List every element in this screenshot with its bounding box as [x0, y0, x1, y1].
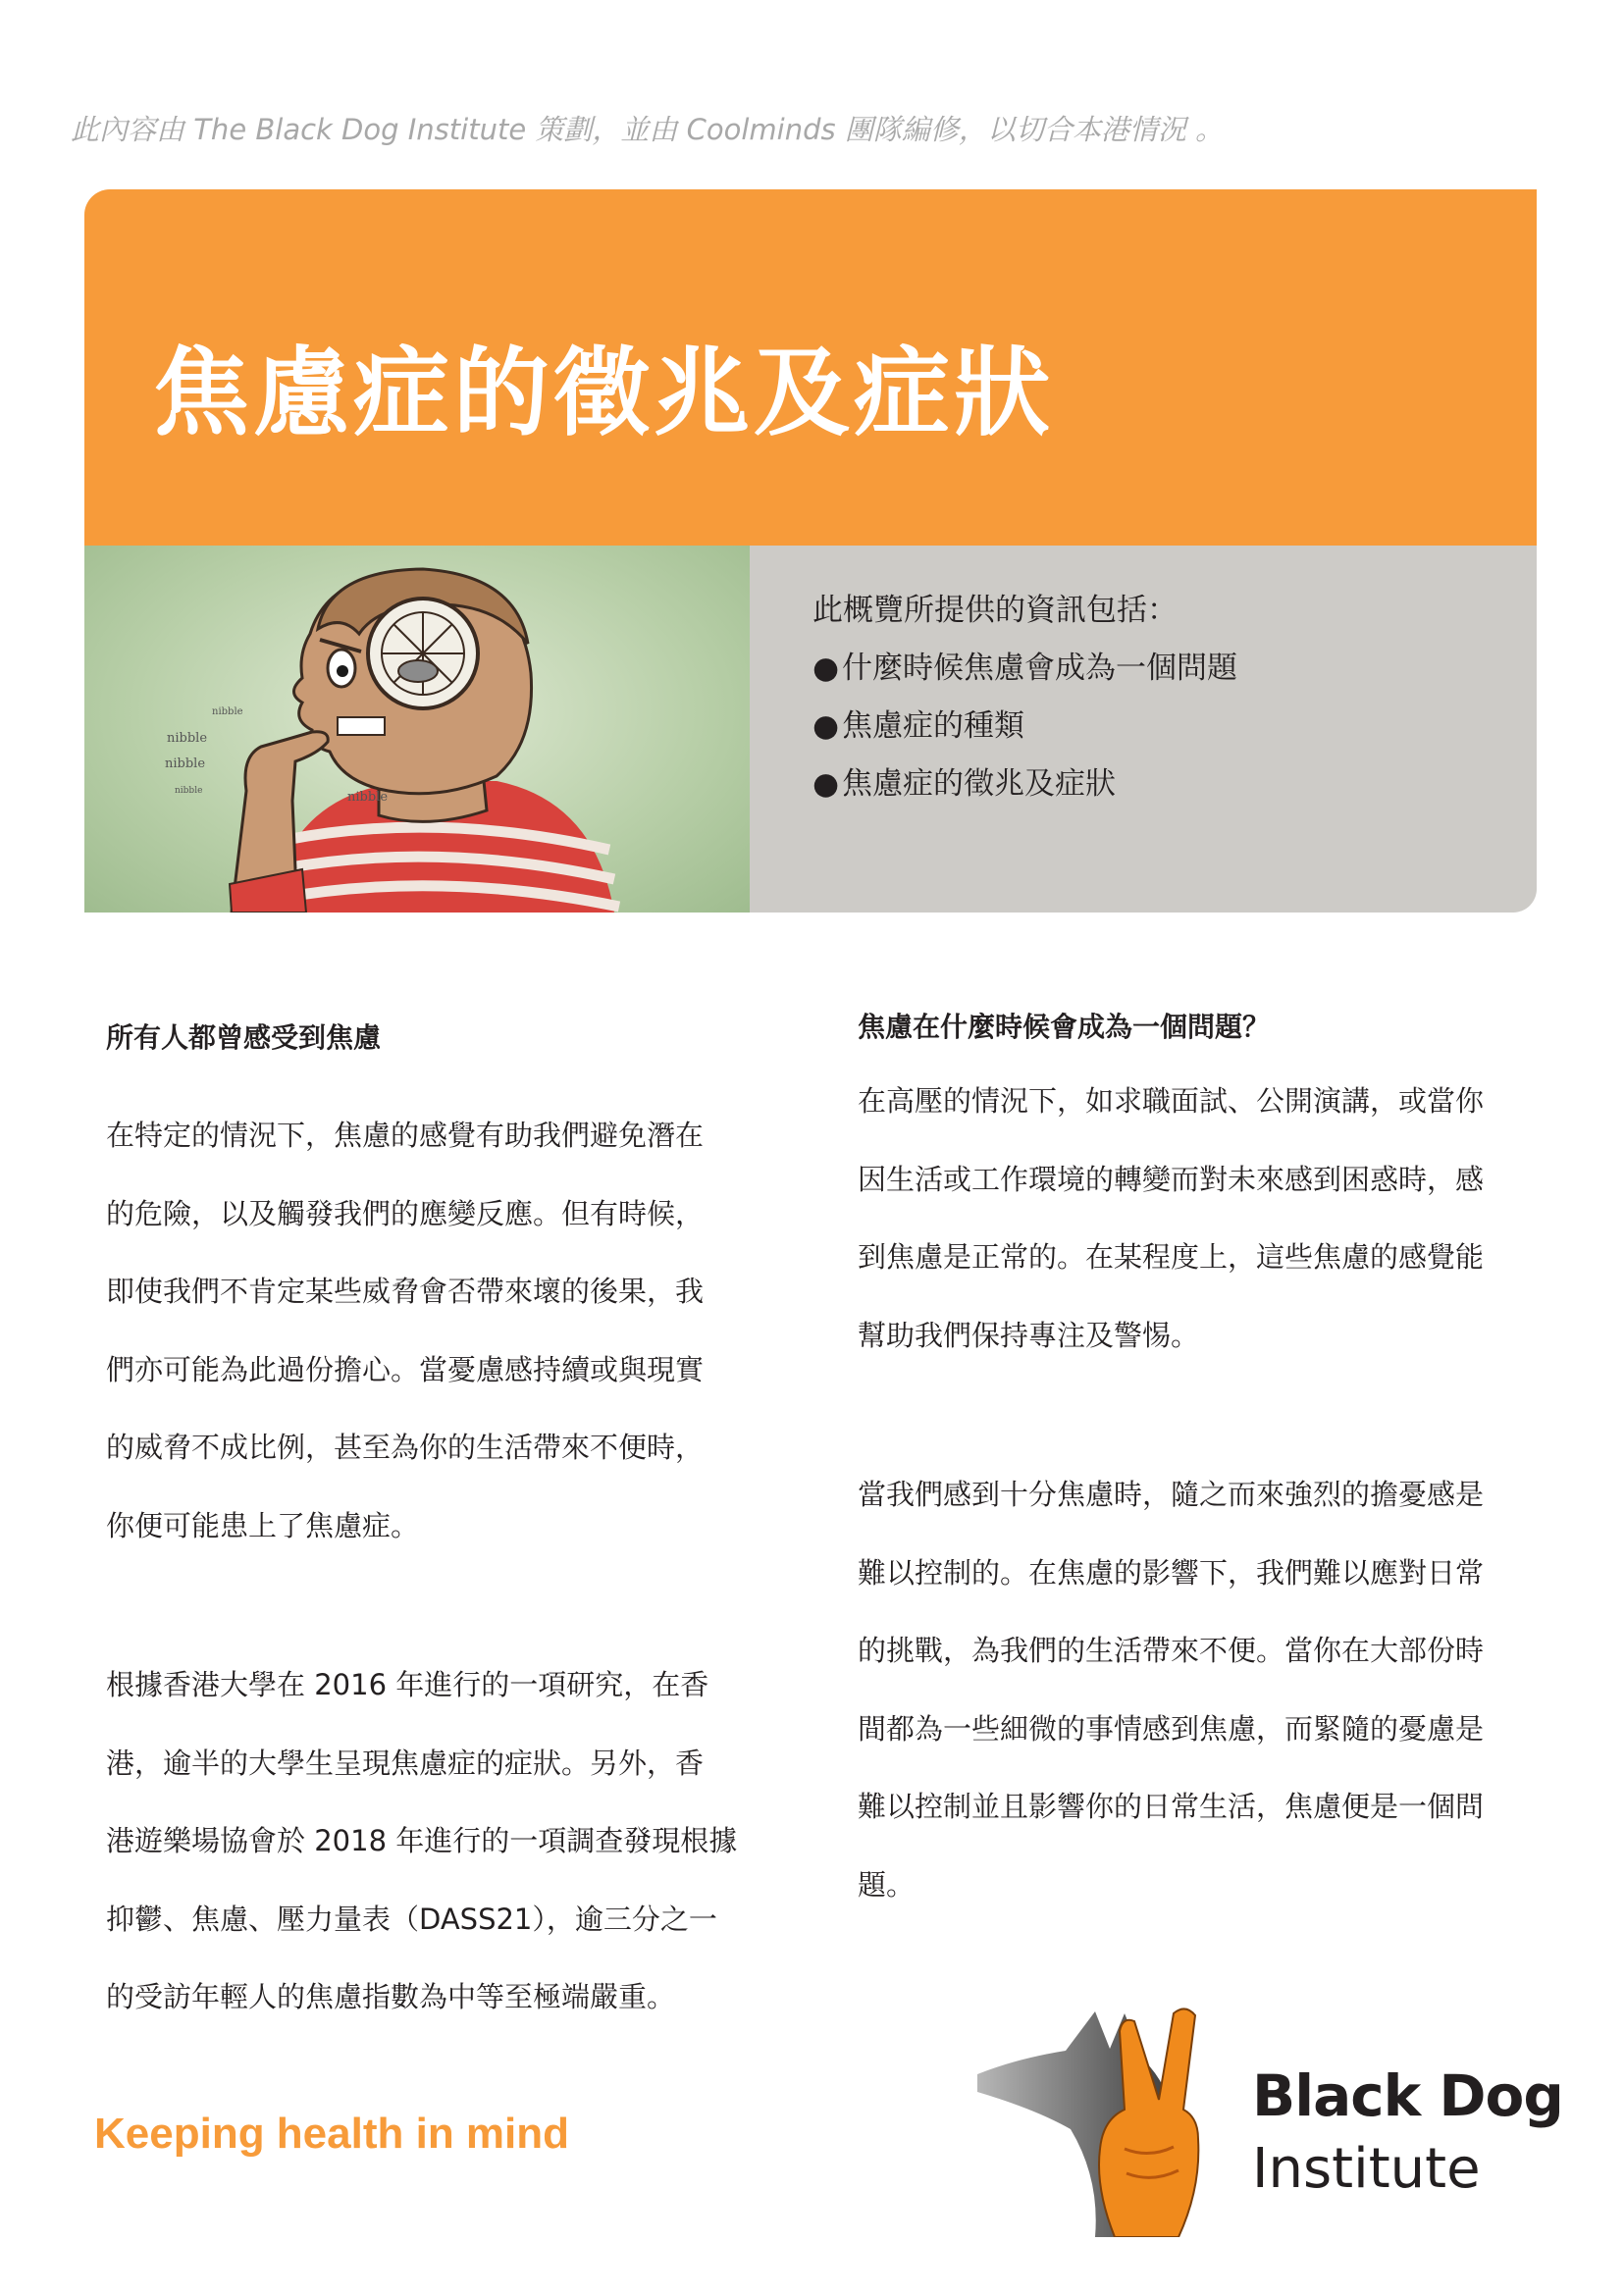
logo-wordmark-line1: Black Dog [1252, 2062, 1563, 2129]
nibble-label: nibble [165, 756, 206, 771]
paragraph-anxiety-problem: 當我們感到十分焦慮時，隨之而來強烈的擔憂感是 難以控制的。在焦慮的影響下，我們難以應對日常 的挑戰，為我們的生活帶來不便。當你在大部份時 間都為一些細微的事情感到焦慮，而緊隨的憂慮是 難以控制並且影響你的日常生活，焦慮便是一個問 題。 [858, 1478, 1485, 1902]
nibble-label: nibble [167, 731, 208, 746]
page-title: 焦慮症的徵兆及症狀 [153, 338, 1055, 449]
logo-wordmark-line2: Institute [1252, 2137, 1481, 2201]
nibble-label: nibble [347, 790, 389, 805]
bullet-icon: ● [812, 766, 840, 802]
overview-intro: 此概覽所提供的資訊包括： [812, 593, 1178, 628]
section-heading-when-problem: 焦慮在什麼時候會成為一個問題？ [858, 1011, 1271, 1043]
paragraph-anxiety-normal: 在特定的情況下，焦慮的感覺有助我們避免潛在 的危險，以及觸發我們的應變反應。但有時候， 即使我們不肯定某些威脅會否帶來壞的後果，我 們亦可能為此過份擔心。當憂慮感持續或與現實 的威脅不成比例，甚至為你的生活帶來不便時， 你便可能患上了焦慮症。 [106, 1119, 705, 1542]
paragraph-hk-research: 根據香港大學在 2016 年進行的一項研究，在香 港，逾半的大學生呈現焦慮症的症狀。另外，香 港遊樂場協會於 2018 年進行的一項調查發現根據 抑鬱、焦慮、壓力量表（DASS21），逾三分之一 的受訪年輕人的焦慮指數為中等至極端嚴重。 [106, 1668, 738, 2013]
paragraph-high-pressure: 在高壓的情況下，如求職面試、公開演講，或當你 因生活或工作環境的轉變而對未來感到困惑時，感 到焦慮是正常的。在某程度上，這些焦慮的感覺能 幫助我們保持專注及警惕。 [858, 1084, 1485, 1352]
section-heading-everyone-anxious: 所有人都曾感受到焦慮 [106, 1021, 382, 1054]
anxious-man-illustration [84, 546, 750, 913]
bullet-icon: ● [812, 651, 840, 686]
tagline: Keeping health in mind [94, 2110, 570, 2158]
nibble-label: nibble [175, 786, 203, 796]
illustration-drawing [84, 546, 750, 913]
content-credit: 此內容由 The Black Dog Institute 策劃，並由 Coolminds 團隊編修，以切合本港情況 。 [71, 113, 1225, 146]
overview-list-item: ●什麼時候焦慮會成為一個問題 [812, 651, 1237, 686]
nibble-label: nibble [212, 706, 243, 717]
overview-list-item: ●焦慮症的徵兆及症狀 [812, 766, 1116, 802]
overview-list-item: ●焦慮症的種類 [812, 708, 1024, 744]
bullet-icon: ● [812, 708, 840, 744]
